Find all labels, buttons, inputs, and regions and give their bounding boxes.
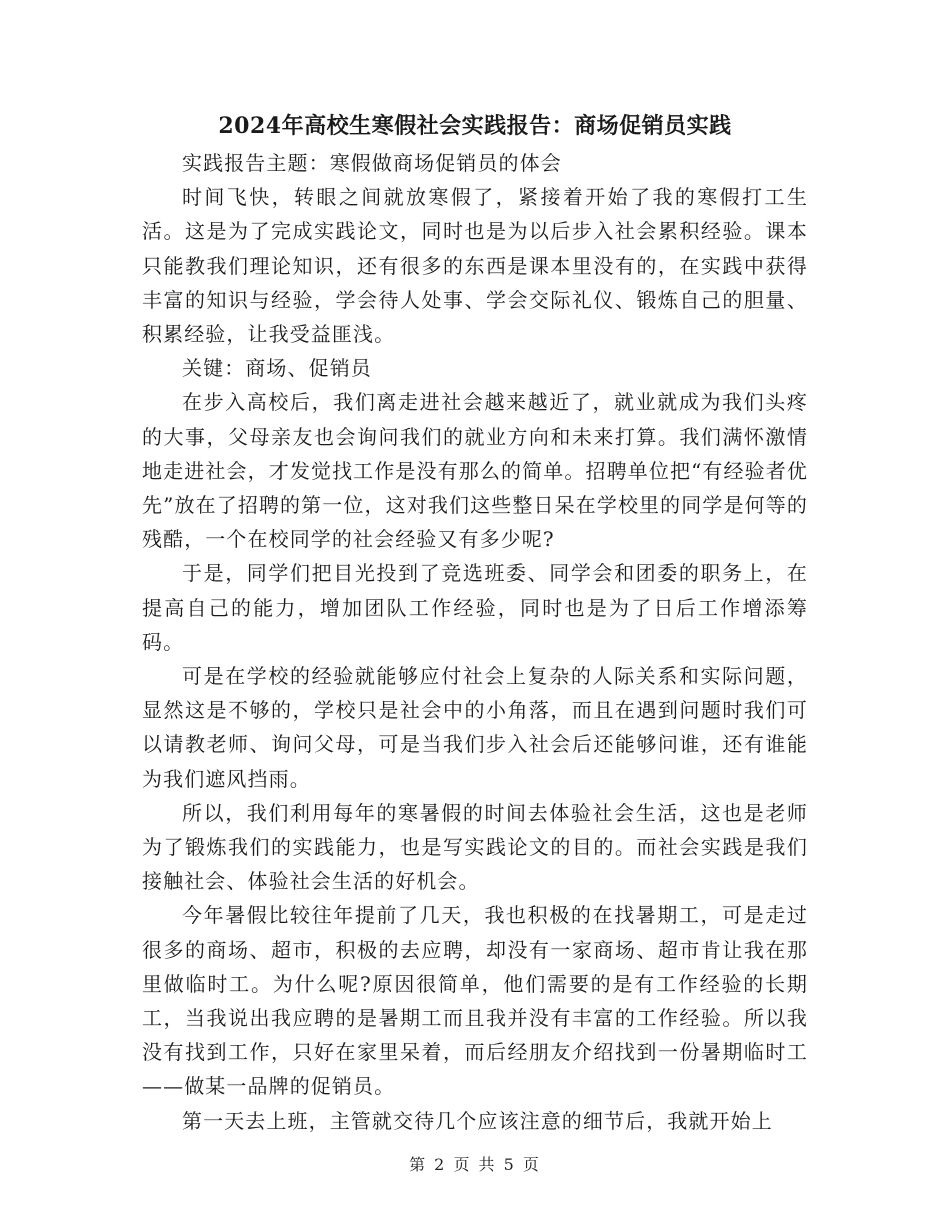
paragraph-campus-roles: 于是，同学们把目光投到了竞选班委、同学会和团委的职务上，在提高自己的能力，增加团队工作经验，同时也是为了日后工作增添筹码。	[142, 561, 808, 654]
paragraph-job-search: 今年暑假比较往年提前了几天，我也积极的在找暑期工，可是走过很多的商场、超市，积极的去应聘，却没有一家商场、超市肯让我在那里做临时工。为什么呢?原因很简单，他们需要的是有工作经验的长期工，当我说出我应聘的是暑期工而且我并没有丰富的工作经验。所以我没有找到工作，只好在家里呆着，而后经朋友介绍找到一份暑期临时工——做某一品牌的促销员。	[142, 903, 808, 1099]
paragraph-theme: 实践报告主题：寒假做商场促销员的体会	[182, 151, 562, 175]
paragraph-keywords: 关键：商场、促销员	[182, 356, 372, 381]
paragraph-vacation-practice: 所以，我们利用每年的寒暑假的时间去体验社会生活，这也是老师为了锻炼我们的实践能力，也是写实践论文的目的。而社会实践是我们接触社会、体验社会生活的好机会。	[142, 800, 808, 894]
paragraph-school-experience: 可是在学校的经验就能够应付社会上复杂的人际关系和实际问题，显然这是不够的，学校只是社会中的小角落，而且在遇到问题时我们可以请教老师、询问父母，可是当我们步入社会后还能够问谁，还有谁能为我们遮风挡雨。	[142, 664, 808, 791]
page-number-footer: 第 2 页 共 5 页	[409, 1155, 541, 1174]
document-title: 2024年高校生寒假社会实践报告：商场促销员实践	[218, 113, 732, 139]
document-page	[142, 108, 808, 1138]
paragraph-intro: 时间飞快，转眼之间就放寒假了，紧接着开始了我的寒假打工生活。这是为了完成实践论文，同时也是为以后步入社会累积经验。课本只能教我们理论知识，还有很多的东西是课本里没有的，在实践中获得丰富的知识与经验，学会待人处事、学会交际礼仪、锻炼自己的胆量、积累经验，让我受益匪浅。	[142, 185, 808, 347]
paragraph-first-day: 第一天去上班，主管就交待几个应该注意的细节后，我就开始上	[182, 1108, 773, 1133]
paragraph-employment: 在步入高校后，我们离走进社会越来越近了，就业就成为我们头疼的大事，父母亲友也会询问我们的就业方向和未来打算。我们满怀激情地走进社会，才发觉找工作是没有那么的简单。招聘单位把“有经验者优先”放在了招聘的第一位，这对我们这些整日呆在学校里的同学是何等的残酷，一个在校同学的社会经验又有多少呢?	[142, 390, 808, 552]
